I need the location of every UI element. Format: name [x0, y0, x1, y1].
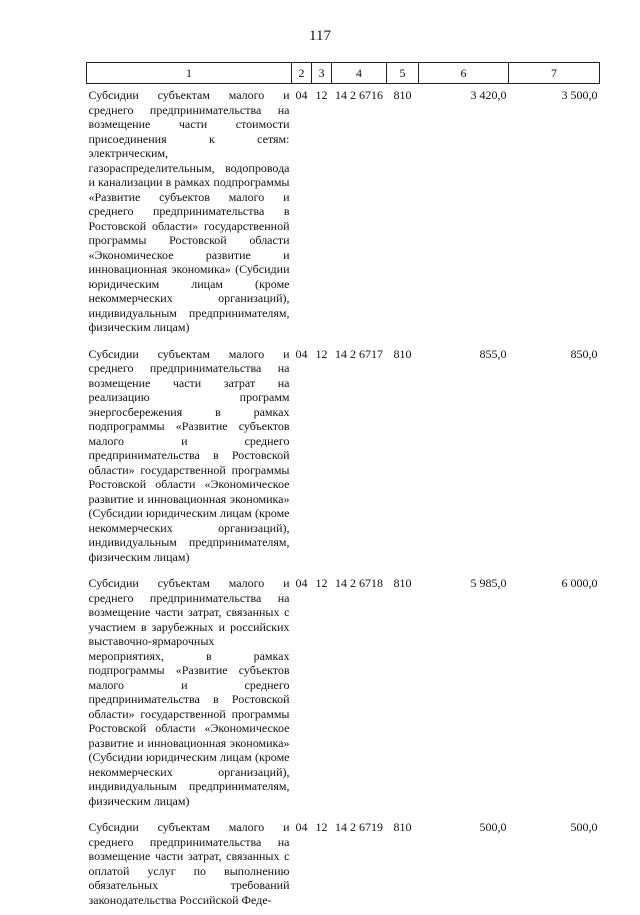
amount-col7: 3 500,0 [561, 88, 598, 102]
expense-type-code: 810 [393, 88, 412, 102]
amount-col6: 3 420,0 [470, 88, 507, 102]
column-header-2: 2 [292, 63, 312, 84]
target-article-code: 14 2 6717 [335, 346, 383, 361]
expense-type-code: 810 [393, 576, 412, 590]
amount-col6: 855,0 [479, 346, 507, 361]
target-article-code: 14 2 6718 [335, 576, 383, 590]
amount-col7: 850,0 [570, 346, 598, 361]
row-description: Субсидии субъектам малого и среднего предпринимательства на возмещение части затрат, связанных с оплатой услуг по выполнению обязательных требований законодательства Российской Феде- [88, 820, 290, 907]
subsection-code: 12 [315, 576, 328, 590]
amount-col6: 5 985,0 [470, 576, 507, 590]
column-header-4: 4 [332, 63, 387, 84]
section-code: 04 [295, 576, 308, 590]
subsection-code: 12 [315, 820, 328, 834]
expense-type-code: 810 [393, 820, 412, 834]
table-row [87, 572, 600, 816]
column-header-7: 7 [509, 63, 600, 84]
table-row [87, 816, 600, 915]
table-header-row [87, 63, 600, 84]
table-row [87, 84, 600, 343]
target-article-code: 14 2 6719 [335, 820, 383, 834]
column-header-6: 6 [419, 63, 509, 84]
row-description: Субсидии субъектам малого и среднего предпринимательства на возмещение части затрат, связанных с участием в зарубежных и российских выставочно-ярмарочных мероприятиях, в рамках подпрограммы «Развитие субъектов малого и среднего предпринимательства в Ростовской области» государственной программы Ростовской области «Экономическое развитие и инновационная экономика» (Субсидии юридическим лицам (кроме некоммерческих организаций), индивидуальным предпринимателям, физическим лицам) [88, 576, 290, 808]
row-description: Субсидии субъектам малого и среднего предпринимательства на возмещение части затрат на реализацию программ энергосбережения в рамках подпрограммы «Развитие субъектов малого и среднего предпринимательства в Ростовской области» государственной программы Ростовской области «Экономическое развитие и инновационная экономика» (Субсидии юридическим лицам (кроме некоммерческих организаций), индивидуальным предпринимателям, физическим лицам) [88, 346, 290, 564]
amount-col7: 6 000,0 [561, 576, 598, 590]
row-description: Субсидии субъектам малого и среднего предпринимательства на возмещение части стоимости присоединения к сетям: электрическим, газораспределительным, водопровода и канализации в рамках подпрограммы «Развитие субъектов малого и среднего предпринимательства в Ростовской области» государственной программы Ростовской области «Экономическое развитие и инновационная экономика» (Субсидии юридическим лицам (кроме некоммерческих организаций), индивидуальным предпринимателям, физическим лицам) [88, 88, 290, 334]
table-row [87, 343, 600, 573]
subsection-code: 12 [315, 346, 328, 361]
section-code: 04 [295, 88, 308, 102]
expense-type-code: 810 [393, 346, 412, 361]
column-header-3: 3 [312, 63, 332, 84]
subsection-code: 12 [315, 88, 328, 102]
amount-col7: 500,0 [570, 820, 598, 834]
target-article-code: 14 2 6716 [335, 88, 383, 102]
budget-table [86, 62, 600, 915]
page-number: 117 [309, 28, 331, 44]
section-code: 04 [295, 346, 308, 361]
section-code: 04 [295, 820, 308, 834]
column-header-1: 1 [87, 63, 292, 84]
amount-col6: 500,0 [479, 820, 507, 834]
column-header-5: 5 [387, 63, 419, 84]
